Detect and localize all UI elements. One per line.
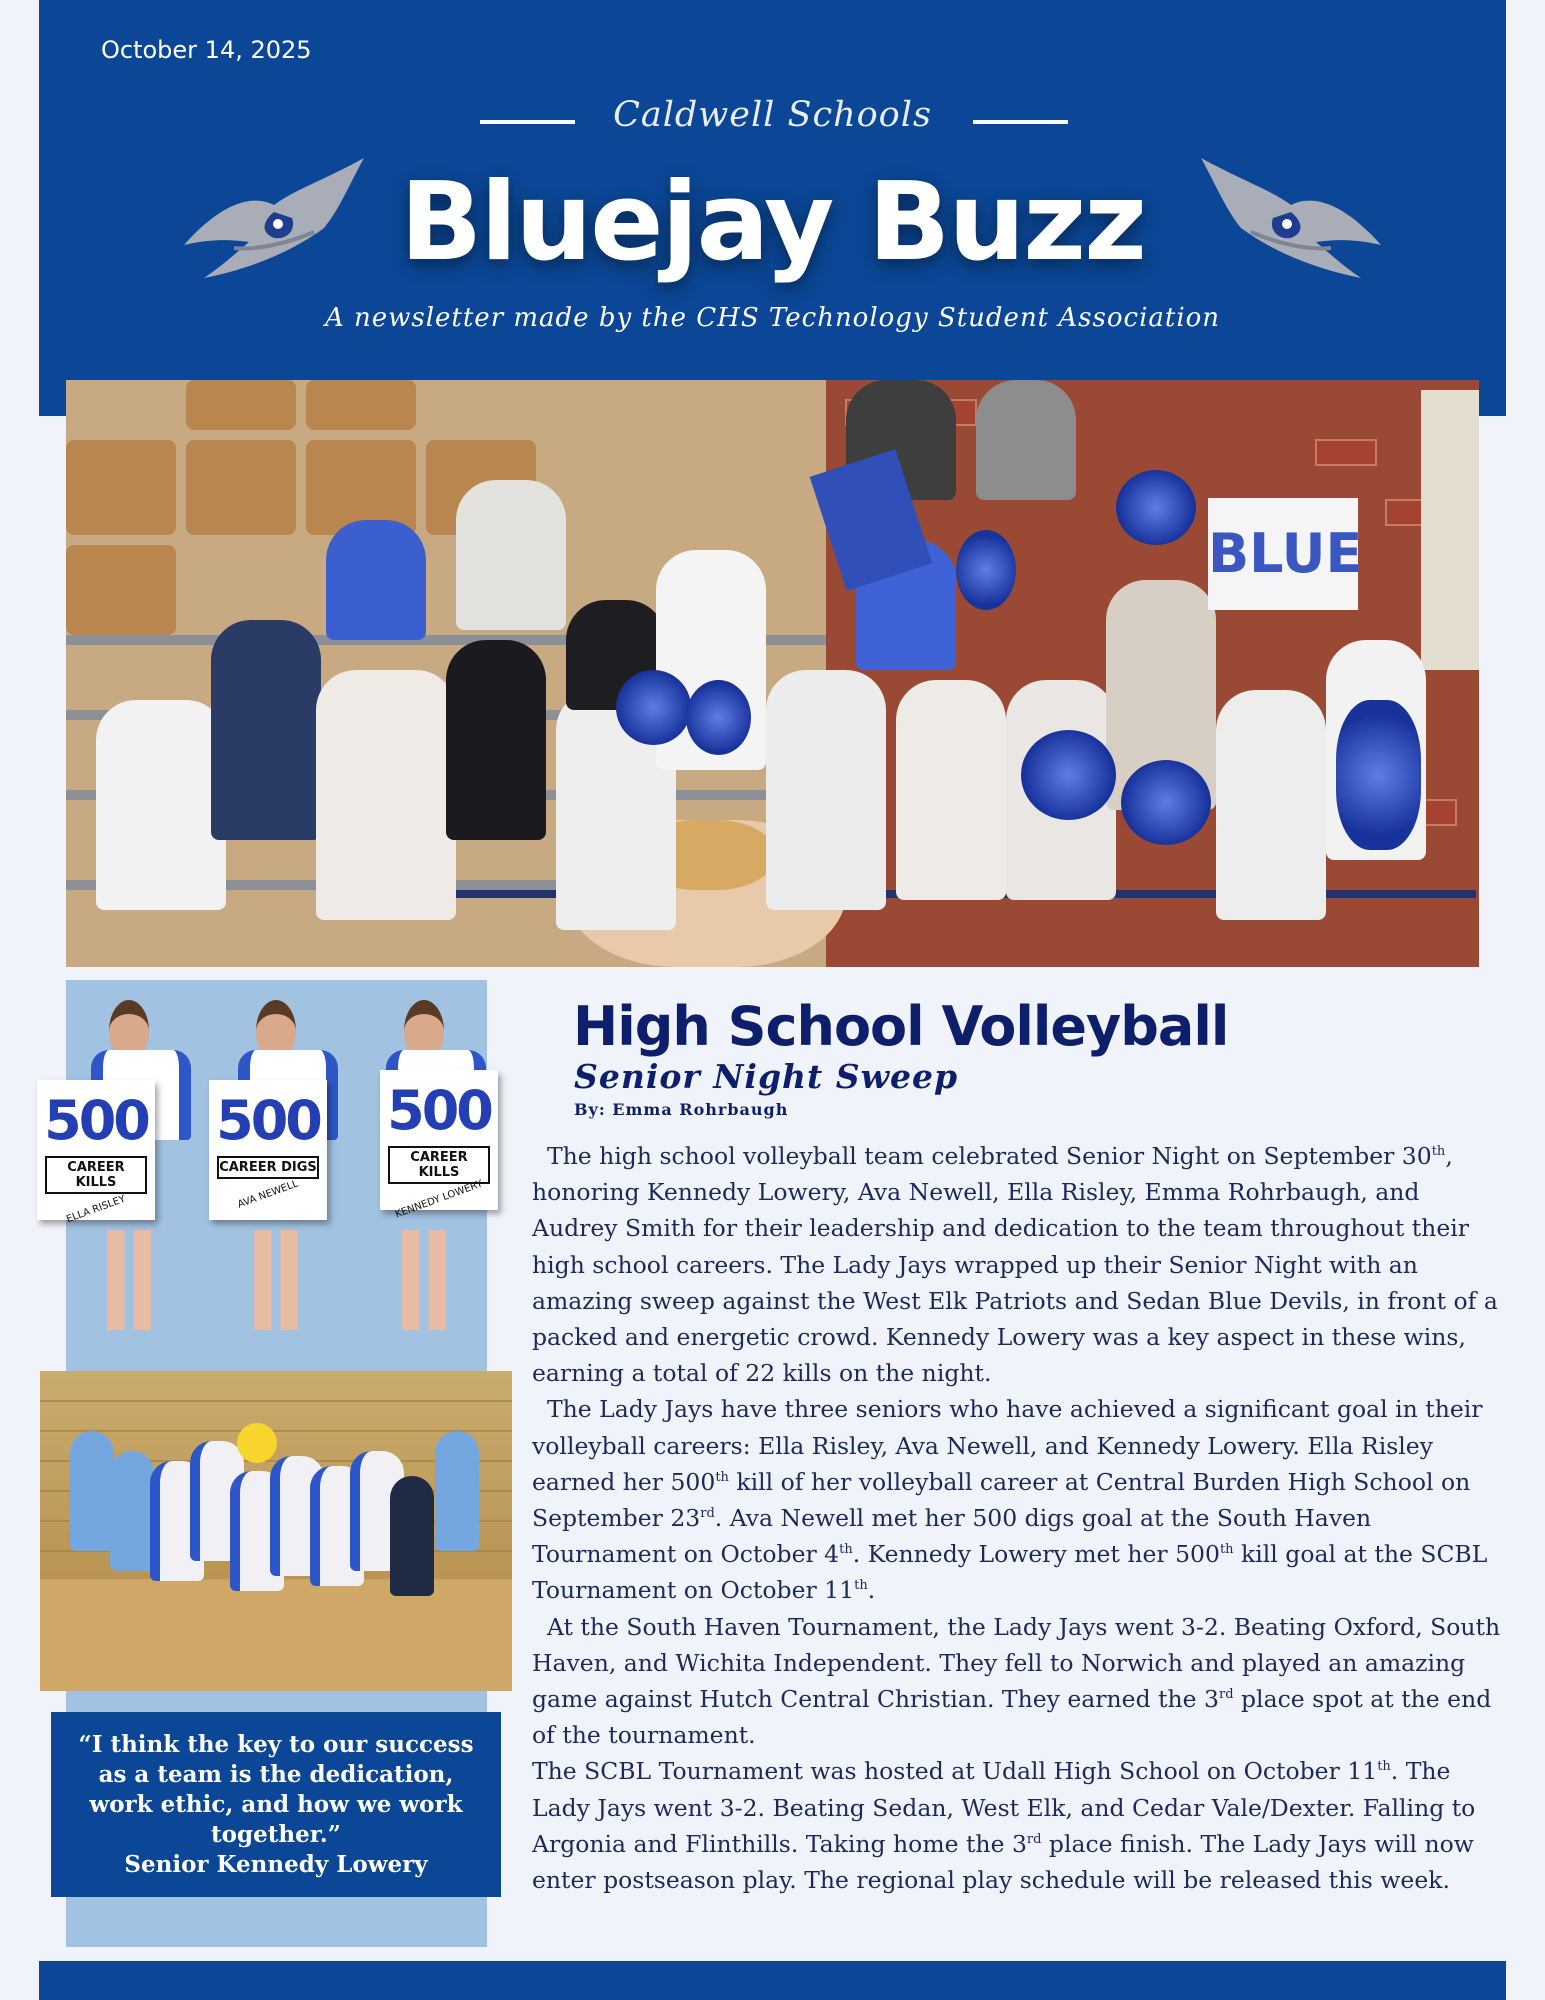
fan [456, 480, 566, 630]
fan [976, 380, 1076, 500]
poster-label: CAREER DIGS [217, 1156, 319, 1179]
team-member [110, 1451, 154, 1571]
quote-text: “I think the key to our success as a team is the dedication, work ethic, and how we work together.” [78, 1731, 474, 1848]
team-member [435, 1431, 479, 1551]
pom-pom [956, 530, 1016, 610]
milestone-poster [380, 1070, 498, 1221]
student-section-photo [66, 380, 1479, 967]
poster-label: CAREER KILLS [388, 1146, 490, 1184]
poster-number: 500 [216, 1089, 320, 1152]
issue-date: October 14, 2025 [101, 36, 312, 64]
pom-pom [1121, 760, 1211, 845]
smiley-face-icon [237, 1423, 277, 1463]
poster-name: ELLA RISLEY [65, 1193, 127, 1226]
pull-quote [51, 1712, 501, 1897]
article-kicker: Senior Night Sweep [574, 1057, 959, 1096]
fan [446, 640, 546, 840]
poster-number: 500 [387, 1079, 491, 1142]
team-member [390, 1476, 434, 1596]
fan [326, 520, 426, 640]
article-body [532, 1138, 1502, 1898]
footer-bar [39, 1961, 1506, 2000]
poster-label: CAREER KILLS [45, 1156, 147, 1194]
milestone-poster [37, 1080, 155, 1226]
team-photo [40, 1371, 512, 1691]
milestone-poster [209, 1080, 327, 1220]
quote-attribution: Senior Kennedy Lowery [124, 1851, 428, 1878]
poster-number: 500 [44, 1089, 148, 1152]
fan [766, 670, 886, 910]
article-paragraph: The SCBL Tournament was hosted at Udall High School on October 11th. The Lady Jays went 3-2. Beating Sedan, West Elk, and Cedar Vale/Dexter. Falling to Argonia and Flinthills. Taking home the 3rd place finish. The Lady Jays will now enter postseason play. The regional play schedule will be released this week. [532, 1757, 1476, 1895]
article-paragraph: The high school volleyball team celebrated Senior Night on September 30th, honoring Kennedy Lowery, Ava Newell, Ella Risley, Emma Rohrbaugh, and Audrey Smith for their leadership and dedication to the team throughout their high school careers. The Lady Jays wrapped up their Senior Night with an amazing sweep against the West Elk Patriots and Sedan Blue Devils, in front of a packed and energetic crowd. Kennedy Lowery was a key aspect in these wins, earning a total of 22 kills on the night. [532, 1142, 1498, 1388]
pom-pom [1021, 730, 1116, 820]
poster-name: AVA NEWELL [236, 1178, 300, 1211]
pom-pom [686, 680, 751, 755]
article-paragraph: The Lady Jays have three seniors who have achieved a significant goal in their volleyball careers: Ella Risley, Ava Newell, and Kennedy Lowery. Ella Risley earned her 500th kill of her volleyball career at Central Burden High School on September 23rd. Ava Newell met her 500 digs goal at the South Haven Tournament on October 4th. Kennedy Lowery met her 500th kill goal at the SCBL Tournament on October 11th. [532, 1395, 1488, 1605]
newsletter-title: Bluejay Buzz [400, 160, 1145, 285]
fan [1216, 690, 1326, 920]
fan [96, 700, 226, 910]
school-name: Caldwell Schools [613, 95, 932, 135]
masthead [39, 0, 1506, 416]
fan [896, 680, 1006, 900]
fan [316, 670, 456, 920]
mascot-plush [1336, 700, 1421, 850]
team-member [70, 1431, 114, 1551]
poster-name: KENNEDY LOWERY [393, 1178, 485, 1221]
pom-pom [616, 670, 691, 745]
article-paragraph: At the South Haven Tournament, the Lady Jays went 3-2. Beating Oxford, South Haven, and Wichita Independent. They fell to Norwich and played an amazing game against Hutch Central Christian. They earned the 3rd place spot at the end of the tournament. [532, 1612, 1501, 1750]
article-byline: By: Emma Rohrbaugh [574, 1100, 789, 1119]
pom-pom [1116, 470, 1196, 545]
article-headline: High School Volleyball [573, 995, 1229, 1058]
newsletter-subtitle: A newsletter made by the CHS Technology Student Association [324, 303, 1221, 333]
blue-sign: BLUE [1208, 498, 1358, 610]
fan [211, 620, 321, 840]
